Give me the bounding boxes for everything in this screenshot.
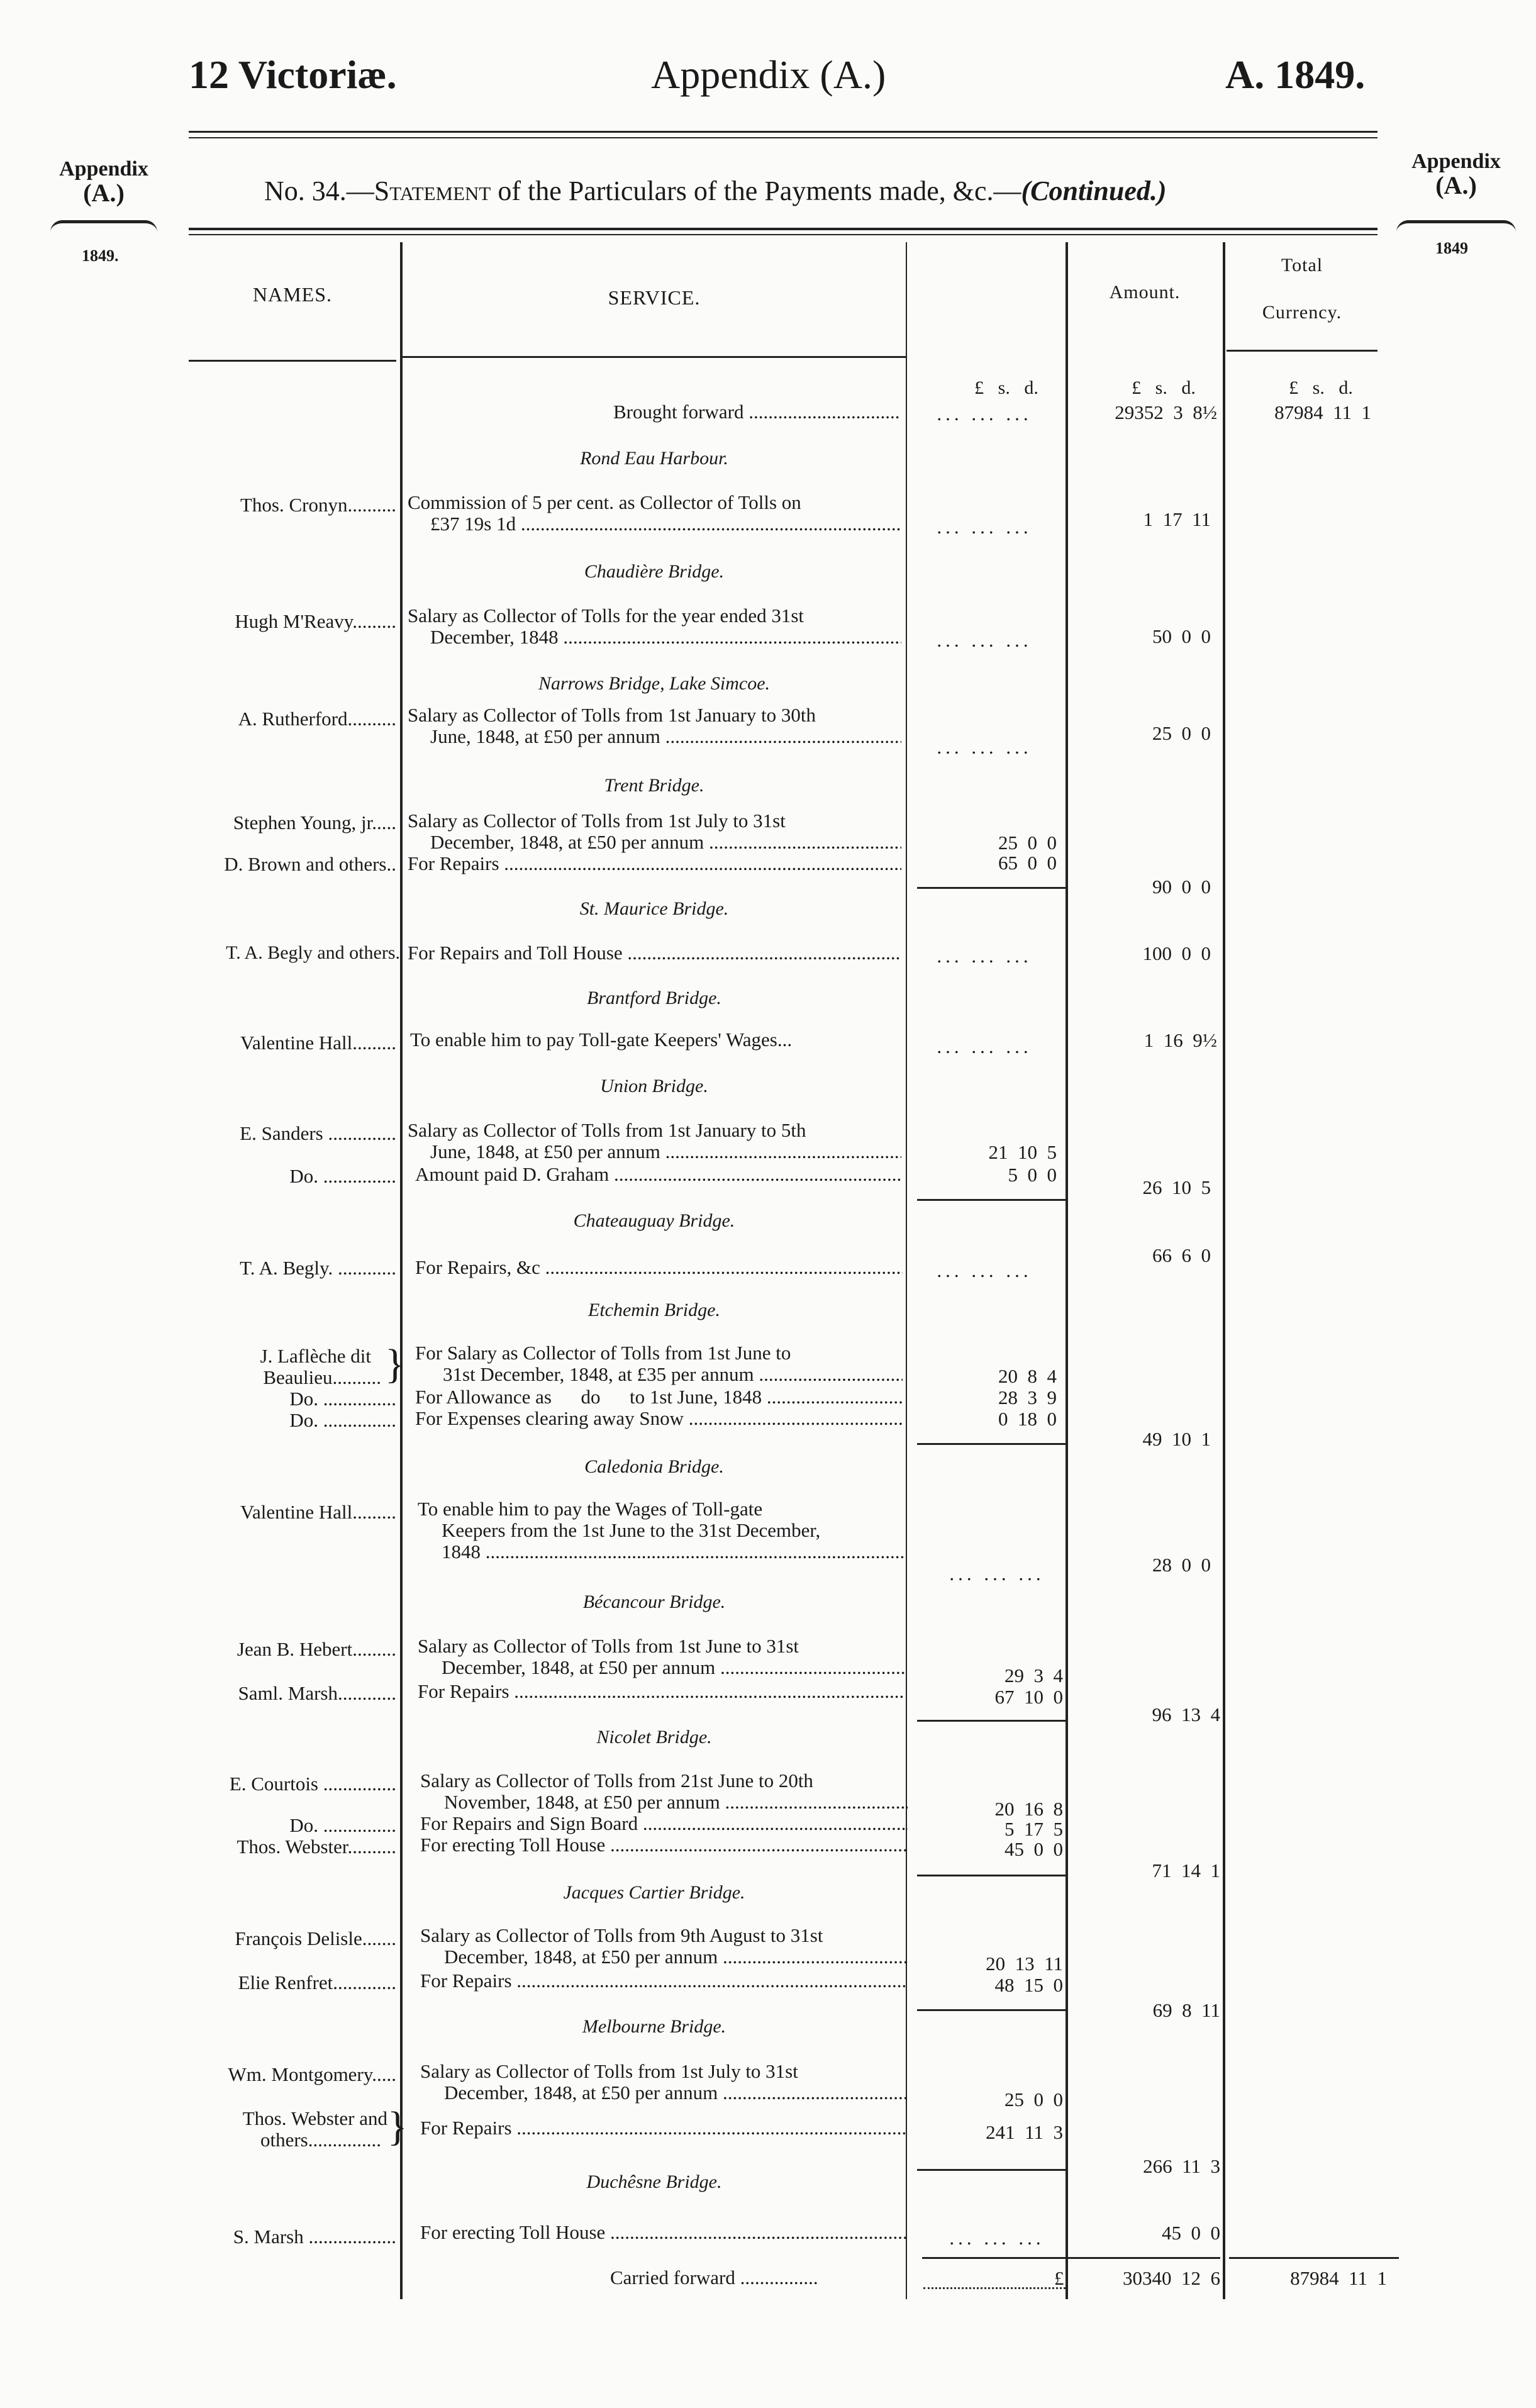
entry-subamount: 25 0 0 — [998, 832, 1057, 854]
dots: ... ... ... — [937, 1035, 1032, 1057]
lsd-pound: £ — [1289, 377, 1299, 398]
column-service: SERVICE. — [608, 286, 701, 309]
service-line: 31st December, 1848, at £35 per annum ..... — [415, 1364, 903, 1385]
entry-service — [420, 1813, 908, 1834]
side-appendix-left — [44, 157, 164, 205]
entry-amount: 26 10 5 — [1142, 1176, 1211, 1198]
section-chateauguay: Chateauguay Bridge. — [573, 1210, 735, 1231]
entry-name: Wm. Montgomery..... — [228, 2063, 396, 2085]
entry-service — [410, 1029, 904, 1051]
entry-amount: 90 0 0 — [1152, 876, 1211, 898]
lsd-s: s. — [998, 377, 1010, 398]
entry-service — [408, 942, 901, 964]
carried-forward-row — [610, 2267, 818, 2288]
side-appendix-right — [1390, 150, 1522, 198]
service-header-rule — [403, 356, 906, 358]
dots: ... ... ... — [949, 1563, 1045, 1585]
entry-subamount: 5 17 5 — [1005, 1818, 1063, 1840]
entry-name: Elie Renfret............. — [238, 1971, 396, 1993]
entry-amount: 100 0 0 — [1142, 942, 1211, 964]
entry-name: Valentine Hall......... — [240, 1032, 396, 1054]
vrule-amount — [1223, 242, 1225, 2299]
names-header-rule — [189, 360, 396, 362]
lsd-header-amount — [1113, 377, 1214, 399]
vrule-sub — [1066, 242, 1068, 2299]
service-line: Salary as Collector of Tolls for the year ended 31st — [408, 605, 804, 627]
title-prefix: No. 34.— — [264, 176, 374, 206]
entry-subamount: 29 3 4 — [1005, 1664, 1063, 1686]
service-line: For Repairs ..... — [418, 1681, 905, 1702]
entry-subamount: 20 16 8 — [994, 1798, 1063, 1820]
service-line: November, 1848, at £50 per annum ..... — [420, 1792, 908, 1813]
carried-forward-rule — [922, 2257, 1220, 2259]
section-chaudiere: Chaudière Bridge. — [584, 561, 725, 582]
subtotal-rule — [917, 1875, 1066, 1876]
service-line: For Repairs, &c ..... — [415, 1257, 903, 1278]
column-names: NAMES. — [252, 283, 332, 306]
entry-amount: 96 13 4 — [1152, 1703, 1220, 1725]
entry-service — [408, 605, 901, 648]
header-left: 12 Victoriæ. — [189, 52, 397, 97]
service-line: December, 1848, at £50 per annum ..... — [420, 2082, 908, 2104]
entry-service — [415, 1257, 903, 1278]
side-label-right: Appendix — [1411, 150, 1501, 173]
entry-service — [420, 2061, 908, 2104]
brought-forward-label: Brought forward ..... — [613, 401, 899, 423]
service-line: Salary as Collector of Tolls from 21st June to 20th — [420, 1770, 813, 1792]
side-year-right: 1849 — [1435, 239, 1468, 257]
entry-service — [415, 1342, 903, 1385]
entry-service — [418, 1636, 905, 1678]
title-rest: of the Particulars of the Payments made, &c.— — [498, 176, 1021, 206]
service-line: For Repairs ..... — [420, 1970, 908, 1992]
entry-name: Jean B. Hebert......... — [237, 1638, 396, 1660]
entry-name: Valentine Hall......... — [240, 1501, 396, 1523]
entry-amount: 49 10 1 — [1142, 1428, 1211, 1450]
carried-forward-total-rule — [1229, 2257, 1399, 2259]
side-label-left: Appendix — [59, 157, 148, 181]
service-line: Salary as Collector of Tolls from 1st July to 31st — [408, 810, 786, 832]
service-line: For Expenses clearing away Snow ..... — [415, 1408, 903, 1429]
service-line: June, 1848, at £50 per annum ..... — [408, 726, 901, 747]
entry-amount: 266 11 3 — [1143, 2155, 1220, 2177]
entry-amount: 69 8 11 — [1152, 1999, 1220, 2021]
entry-subamount: 25 0 0 — [1005, 2088, 1063, 2110]
entry-name: Saml. Marsh............ — [238, 1682, 396, 1704]
title-rule — [189, 228, 1377, 230]
entry-name: Thos. Webster and — [242, 2107, 387, 2129]
entry-amount: 66 6 0 — [1152, 1244, 1211, 1266]
entry-service — [415, 1386, 903, 1408]
section-rond-eau: Rond Eau Harbour. — [580, 448, 728, 469]
service-line: 1848 ..... — [418, 1541, 905, 1563]
entry-service — [418, 1498, 905, 1563]
entry-amount: 1 16 9½ — [1144, 1029, 1217, 1051]
side-brace-left — [50, 220, 157, 232]
entry-subamount: 20 13 11 — [986, 1953, 1063, 1975]
entry-subamount: 20 8 4 — [998, 1365, 1057, 1387]
entry-service — [408, 492, 901, 535]
entry-subamount: 45 0 0 — [1005, 1838, 1063, 1860]
entry-subamount: 65 0 0 — [998, 852, 1057, 874]
lsd-d: d. — [1338, 377, 1353, 398]
entry-service — [420, 2117, 908, 2139]
brought-forward-row — [409, 401, 899, 423]
column-total-2: Currency. — [1262, 302, 1342, 323]
entry-subamount: 28 3 9 — [998, 1386, 1057, 1408]
column-amount: Amount. — [1109, 282, 1181, 303]
section-becancour: Bécancour Bridge. — [582, 1591, 726, 1612]
entry-service — [420, 2222, 908, 2243]
service-line: June, 1848, at £50 per annum ..... — [408, 1141, 901, 1162]
service-line: For Repairs and Toll House ..... — [408, 942, 901, 964]
brought-forward-total: 87984 11 1 — [1274, 401, 1371, 423]
entry-name: Do. ............... — [289, 1409, 396, 1431]
service-line: Amount paid D. Graham ..... — [415, 1164, 903, 1185]
entry-amount: 25 0 0 — [1152, 722, 1211, 744]
total-header-rule — [1227, 350, 1377, 352]
entry-name: Do. ............... — [289, 1814, 396, 1836]
entry-name: D. Brown and others.. — [224, 853, 396, 875]
entry-name: Thos. Webster.......... — [237, 1836, 396, 1858]
carried-forward-amount: 30340 12 6 — [1123, 2267, 1220, 2289]
statement-title — [264, 175, 1167, 207]
service-line: December, 1848, at £50 per annum ..... — [420, 1946, 908, 1968]
entry-name: Do. ............... — [289, 1165, 396, 1187]
service-line: For Allowance as do to 1st June, 1848 ..... — [415, 1386, 903, 1408]
side-year-left: 1849. — [82, 247, 119, 265]
service-line: For Repairs ..... — [408, 853, 901, 874]
entry-service — [420, 1834, 908, 1856]
title-rule-2 — [189, 234, 1377, 235]
entry-name: E. Sanders .............. — [240, 1122, 396, 1144]
entry-service — [415, 1164, 903, 1185]
entry-service — [408, 853, 901, 874]
service-line: Salary as Collector of Tolls from 1st January to 5th — [408, 1120, 806, 1141]
lsd-header-sub — [956, 377, 1057, 399]
entry-name: E. Courtois ............... — [229, 1773, 396, 1795]
entry-name: François Delisle....... — [235, 1927, 396, 1949]
subtotal-rule — [917, 1443, 1066, 1445]
lsd-s: s. — [1155, 377, 1167, 398]
carried-forward-dotted-line — [923, 2287, 1066, 2289]
entry-name: Hugh M'Reavy......... — [235, 610, 396, 632]
entry-amount: 71 14 1 — [1152, 1859, 1220, 1881]
section-caledonia: Caledonia Bridge. — [584, 1456, 724, 1477]
header-rule-2 — [189, 137, 1377, 138]
section-duchesne: Duchêsne Bridge. — [586, 2171, 722, 2192]
section-etchemin: Etchemin Bridge. — [588, 1300, 720, 1320]
service-line: For Repairs and Sign Board ..... — [420, 1813, 908, 1834]
brought-forward-amount: 29352 3 8½ — [1115, 401, 1217, 423]
service-line: Salary as Collector of Tolls from 9th August to 31st — [420, 1925, 823, 1946]
service-line: December, 1848 ..... — [408, 627, 901, 648]
lsd-pound: £ — [1132, 377, 1142, 398]
lsd-d: d. — [1024, 377, 1038, 398]
service-line: Salary as Collector of Tolls from 1st June to 31st — [418, 1636, 799, 1657]
entry-name: S. Marsh .................. — [233, 2226, 396, 2248]
service-line: To enable him to pay Toll-gate Keepers' Wages... — [410, 1029, 793, 1051]
entry-name-continued: others............... — [260, 2129, 381, 2151]
carried-forward-total: 87984 11 1 — [1290, 2267, 1387, 2289]
service-line: Salary as Collector of Tolls from 1st July to 31st — [420, 2061, 798, 2082]
side-brace-right — [1396, 220, 1516, 232]
service-line: To enable him to pay the Wages of Toll-gate — [418, 1498, 763, 1520]
section-narrows: Narrows Bridge, Lake Simcoe. — [538, 673, 771, 694]
title-statement: Statement — [374, 176, 491, 206]
entry-subamount: 21 10 5 — [988, 1141, 1057, 1163]
entry-service — [418, 1681, 905, 1702]
dots-bf: ... ... ... — [937, 403, 1032, 425]
header-right: A. 1849. — [1225, 52, 1366, 97]
title-continued: (Continued.) — [1021, 176, 1167, 206]
entry-service — [408, 705, 901, 747]
entry-name: Thos. Cronyn.......... — [240, 494, 396, 516]
service-line: £37 19s 1d ..... — [408, 513, 901, 535]
subtotal-rule — [917, 2009, 1066, 2011]
carried-forward-pound: £ — [1054, 2267, 1064, 2289]
entry-name: J. Laflèche dit — [260, 1345, 371, 1367]
lsd-d: d. — [1181, 377, 1196, 398]
service-line: For erecting Toll House ..... — [420, 1834, 908, 1856]
side-letter-left: (A.) — [83, 179, 125, 207]
dots: ... ... ... — [949, 2227, 1045, 2249]
entry-subamount: 241 11 3 — [986, 2121, 1063, 2143]
section-union: Union Bridge. — [600, 1076, 708, 1096]
service-line: December, 1848, at £50 per annum ..... — [418, 1657, 905, 1678]
section-melbourne: Melbourne Bridge. — [582, 2016, 726, 2037]
entry-service — [408, 810, 901, 853]
entry-name: T. A. Begly. ............ — [240, 1257, 396, 1279]
entry-subamount: 0 18 0 — [998, 1408, 1057, 1430]
vrule-names — [400, 242, 403, 2299]
header-center: Appendix (A.) — [651, 52, 886, 97]
dots: ... ... ... — [937, 516, 1032, 538]
lsd-header-total — [1264, 377, 1377, 399]
entry-service — [420, 1770, 908, 1813]
dots: ... ... ... — [937, 1259, 1032, 1281]
entry-service — [420, 1925, 908, 1968]
dots: ... ... ... — [937, 945, 1032, 967]
service-line: For erecting Toll House ..... — [420, 2222, 908, 2243]
dots: ... ... ... — [937, 629, 1032, 651]
lsd-pound: £ — [974, 377, 984, 398]
section-brantford: Brantford Bridge. — [587, 988, 721, 1008]
entry-name: A. Rutherford.......... — [238, 708, 396, 730]
section-nicolet: Nicolet Bridge. — [596, 1727, 712, 1747]
service-line: Keepers from the 1st June to the 31st December, — [442, 1520, 821, 1541]
brace: } — [387, 2104, 408, 2149]
entry-name: Do. ............... — [289, 1388, 396, 1410]
section-jacques-cartier: Jacques Cartier Bridge. — [563, 1882, 745, 1903]
entry-subamount: 48 15 0 — [994, 1974, 1063, 1996]
subtotal-rule — [917, 1720, 1066, 1722]
entry-amount: 50 0 0 — [1152, 625, 1211, 647]
entry-amount: 45 0 0 — [1162, 2222, 1220, 2244]
service-line: Commission of 5 per cent. as Collector of Tolls on — [408, 492, 801, 513]
dots: ... ... ... — [937, 736, 1032, 758]
entry-service — [415, 1408, 903, 1429]
entry-amount: 28 0 0 — [1152, 1554, 1211, 1576]
subtotal-rule — [917, 2169, 1066, 2171]
side-letter-right: (A.) — [1435, 171, 1477, 199]
entry-subamount: 5 0 0 — [1008, 1164, 1057, 1186]
header-rule — [189, 131, 1377, 133]
entry-name-continued: Beaulieu.......... — [263, 1366, 381, 1388]
entry-service — [420, 1970, 908, 1992]
service-line: For Salary as Collector of Tolls from 1st June to — [415, 1342, 791, 1364]
subtotal-rule — [917, 1199, 1066, 1201]
column-total-1: Total — [1281, 255, 1323, 276]
brace: } — [385, 1341, 405, 1387]
subtotal-rule — [917, 887, 1066, 889]
service-line: For Repairs ..... — [420, 2117, 908, 2139]
service-line: Salary as Collector of Tolls from 1st January to 30th — [408, 705, 816, 726]
entry-name: T. A. Begly and others. — [226, 942, 400, 963]
entry-subamount: 67 10 0 — [994, 1686, 1063, 1708]
carried-forward-label: Carried forward ..... — [610, 2267, 818, 2288]
lsd-s: s. — [1312, 377, 1325, 398]
service-line: December, 1848, at £50 per annum ..... — [408, 832, 901, 853]
section-trent: Trent Bridge. — [604, 775, 704, 796]
section-st-maurice: St. Maurice Bridge. — [579, 898, 729, 919]
entry-service — [408, 1120, 901, 1162]
entry-amount: 1 17 11 — [1143, 508, 1211, 530]
entry-name: Stephen Young, jr..... — [233, 811, 396, 833]
